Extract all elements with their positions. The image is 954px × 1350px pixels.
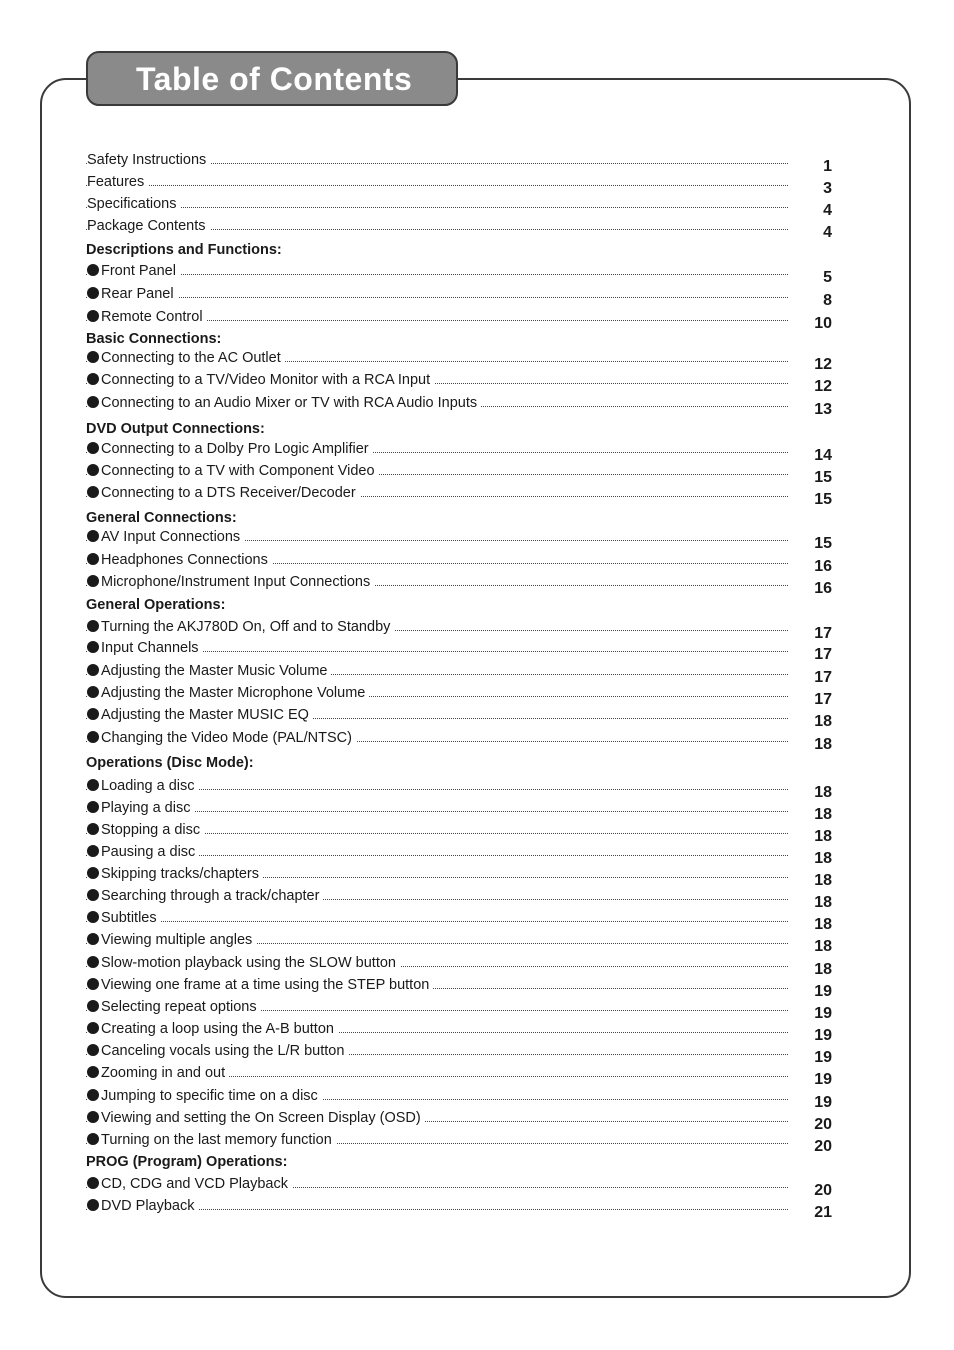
entry-label [87,932,256,948]
entry-label [87,529,244,545]
page-number: 20 [814,1182,832,1199]
entry-text: Remote Control [101,309,203,325]
entry-text: Viewing one frame at a time using the STEP button [101,977,430,993]
bullet-icon [87,442,99,454]
toc-entry[interactable] [86,391,838,418]
entry-text: Selecting repeat options [101,999,257,1015]
toc-entry[interactable] [86,1084,838,1111]
page-number: 18 [814,784,832,801]
toc-entry[interactable] [86,459,838,486]
entry-label [87,999,261,1015]
entry-label [87,685,369,701]
entry-label [87,441,373,457]
bullet-icon [87,731,99,743]
bullet-icon [87,978,99,990]
toc-entry[interactable] [86,1039,838,1066]
entry-text: Front Panel [101,263,176,279]
entry-label [87,485,360,501]
bullet-icon [87,708,99,720]
bullet-icon [87,1022,99,1034]
bullet-icon [87,620,99,632]
bullet-icon [87,686,99,698]
entry-label [87,350,285,366]
toc-section-heading [86,238,838,260]
toc-entry[interactable] [86,282,838,309]
page-number: 19 [814,1049,832,1066]
entry-label [87,822,204,838]
entry-text: General Operations: [86,597,226,613]
bullet-icon [87,1089,99,1101]
page-number: 19 [814,1027,832,1044]
toc-entry[interactable] [86,548,838,575]
entry-text: Adjusting the Master MUSIC EQ [101,707,309,723]
section-title [86,331,225,347]
entry-label [87,866,263,882]
entry-text: Turning the AKJ780D On, Off and to Standby [101,619,391,635]
entry-text: Adjusting the Master Music Volume [101,663,328,679]
entry-label [87,955,400,971]
toc-entry[interactable] [86,862,838,889]
toc-entry[interactable] [86,615,838,642]
entry-text: Connecting to an Audio Mixer or TV with RCA Audio Inputs [101,395,478,411]
entry-label [87,663,331,679]
bullet-icon [87,956,99,968]
leader-dots [86,207,788,208]
entry-text: Adjusting the Master Microphone Volume [101,685,366,701]
bullet-icon [87,845,99,857]
bullet-icon [87,264,99,276]
page-number: 1 [823,158,832,175]
bullet-icon [87,867,99,879]
page-number: 19 [814,1094,832,1111]
page-number: 18 [814,894,832,911]
entry-text: Turning on the last memory function [101,1132,332,1148]
entry-text: Slow-motion playback using the SLOW button [101,955,396,971]
toc-entry[interactable] [86,346,838,373]
entry-label [87,309,207,325]
entry-text: Connecting to a TV with Component Video [101,463,375,479]
entry-text: Zooming in and out [101,1065,226,1081]
section-title [86,755,258,771]
entry-text: Pausing a disc [101,844,196,860]
bullet-icon [87,911,99,923]
entry-text: Changing the Video Mode (PAL/NTSC) [101,730,352,746]
bullet-icon [87,1133,99,1145]
bullet-icon [87,1177,99,1189]
toc-entry[interactable] [86,259,838,286]
page-number: 21 [814,1204,832,1221]
bullet-icon [87,801,99,813]
toc-entry[interactable] [86,951,838,978]
bullet-icon [87,310,99,322]
page-number: 5 [823,269,832,286]
bullet-icon [87,664,99,676]
page-number: 12 [814,356,832,373]
entry-text: Microphone/Instrument Input Connections [101,574,371,590]
page-number: 20 [814,1116,832,1133]
page-number: 4 [823,224,832,241]
toc-entry[interactable] [86,1017,838,1044]
toc-entry[interactable] [86,1172,838,1199]
bullet-icon [87,486,99,498]
bullet-icon [87,553,99,565]
entry-text: Features [87,174,145,190]
entry-text: Connecting to a TV/Video Monitor with a RCA Input [101,372,431,388]
leader-dots [86,921,788,922]
entry-text: Connecting to the AC Outlet [101,350,281,366]
page-number: 18 [814,850,832,867]
entry-label [87,174,148,190]
entry-label [87,844,199,860]
entry-label [87,552,272,568]
entry-label [87,1021,338,1037]
entry-text: General Connections: [86,510,237,526]
page-number: 16 [814,558,832,575]
entry-label [87,196,180,212]
page-number: 18 [814,961,832,978]
toc-entry[interactable] [86,214,838,241]
entry-label [87,1198,198,1214]
toc-entry[interactable] [86,659,838,686]
bullet-icon [87,1111,99,1123]
page-number: 13 [814,401,832,418]
page-number: 15 [814,535,832,552]
page-number: 19 [814,1005,832,1022]
entry-label [87,730,356,746]
toc-entry[interactable] [86,818,838,845]
toc-entry[interactable] [86,681,838,708]
entry-text: Descriptions and Functions: [86,242,282,258]
entry-label [87,372,434,388]
page-number: 18 [814,916,832,933]
entry-label [87,263,180,279]
page-number: 20 [814,1138,832,1155]
entry-label [87,619,394,635]
bullet-icon [87,464,99,476]
entry-text: Subtitles [101,910,157,926]
bullet-icon [87,1066,99,1078]
toc-section-heading [86,751,838,773]
entry-text: Viewing and setting the On Screen Display (OSD) [101,1110,421,1126]
page-number: 17 [814,625,832,642]
entry-label [87,800,194,816]
toc-entry[interactable] [86,973,838,1000]
page-number: 10 [814,315,832,332]
toc-entry[interactable] [86,525,838,552]
entry-label [87,778,199,794]
entry-text: Rear Panel [101,286,174,302]
bullet-icon [87,396,99,408]
entry-text: DVD Playback [101,1198,195,1214]
entry-text: Viewing multiple angles [101,932,253,948]
toc-entry[interactable] [86,1128,838,1155]
section-title [86,597,229,613]
section-title [86,421,269,437]
toc-entry[interactable] [86,703,838,730]
toc-entry[interactable] [86,192,838,219]
toc-entry[interactable] [86,774,838,801]
entry-text: Package Contents [87,218,206,234]
entry-label [87,1043,348,1059]
entry-label [87,888,323,904]
bullet-icon [87,933,99,945]
bullet-icon [87,823,99,835]
page-number: 12 [814,378,832,395]
title-tab [86,51,458,106]
page-number: 16 [814,580,832,597]
entry-label [87,910,161,926]
bullet-icon [87,351,99,363]
section-title [86,510,241,526]
page-title: Table of Contents [136,61,413,97]
entry-text: PROG (Program) Operations: [86,1154,288,1170]
entry-label [87,640,203,656]
toc-section-heading [86,1150,838,1172]
entry-label [87,1088,322,1104]
page-number: 3 [823,180,832,197]
section-title [86,1154,291,1170]
toc-entry[interactable] [86,995,838,1022]
toc-entry[interactable] [86,170,838,197]
toc-entry[interactable] [86,884,838,911]
toc-entry[interactable] [86,726,838,753]
page-number: 18 [814,828,832,845]
section-title [86,242,286,258]
entry-label [87,286,178,302]
entry-text: Canceling vocals using the L/R button [101,1043,345,1059]
entry-text: Creating a loop using the A-B button [101,1021,334,1037]
toc-entry[interactable] [86,305,838,332]
toc-entry[interactable] [86,906,838,933]
page-number: 4 [823,202,832,219]
entry-text: Operations (Disc Mode): [86,755,254,771]
entry-text: Playing a disc [101,800,191,816]
bullet-icon [87,779,99,791]
entry-text: Safety Instructions [87,152,207,168]
page-number: 18 [814,872,832,889]
toc-entry[interactable] [86,796,838,823]
entry-text: Specifications [87,196,177,212]
entry-text: CD, CDG and VCD Playback [101,1176,288,1192]
entry-text: Skipping tracks/chapters [101,866,259,882]
entry-text: Connecting to a Dolby Pro Logic Amplifier [101,441,369,457]
page-number: 8 [823,292,832,309]
toc-entry[interactable] [86,148,838,175]
entry-text: Searching through a track/chapter [101,888,320,904]
entry-text: AV Input Connections [101,529,241,545]
entry-label [87,707,313,723]
bullet-icon [87,1044,99,1056]
leader-dots [86,274,788,275]
toc-entry[interactable] [86,570,838,597]
entry-label [87,152,210,168]
page-number: 18 [814,806,832,823]
entry-text: Connecting to a DTS Receiver/Decoder [101,485,356,501]
bullet-icon [87,641,99,653]
entry-text: DVD Output Connections: [86,421,265,437]
page-number: 17 [814,646,832,663]
entry-text: Loading a disc [101,778,195,794]
entry-label [87,1065,229,1081]
toc-entry[interactable] [86,1106,838,1133]
entry-label [87,1132,336,1148]
bullet-icon [87,287,99,299]
page-number: 17 [814,669,832,686]
entry-text: Stopping a disc [101,822,201,838]
toc-entry[interactable] [86,437,838,464]
page-number: 15 [814,469,832,486]
entry-text: Basic Connections: [86,331,222,347]
page-number: 18 [814,736,832,753]
entry-label [87,463,379,479]
page-number: 19 [814,983,832,1000]
page-number: 14 [814,447,832,464]
toc-section-heading [86,417,838,439]
bullet-icon [87,530,99,542]
page-number: 15 [814,491,832,508]
page-number: 17 [814,691,832,708]
bullet-icon [87,889,99,901]
toc-entry[interactable] [86,928,838,955]
entry-text: Jumping to specific time on a disc [101,1088,318,1104]
page-number: 19 [814,1071,832,1088]
entry-text: Input Channels [101,640,199,656]
toc-entry[interactable] [86,636,838,663]
page-number: 18 [814,713,832,730]
toc-entry[interactable] [86,1061,838,1088]
toc-entry[interactable] [86,481,838,508]
leader-dots [86,297,788,298]
entry-label [87,1110,425,1126]
entry-text: Headphones Connections [101,552,268,568]
leader-dots [86,185,788,186]
entry-label [87,395,481,411]
bullet-icon [87,373,99,385]
entry-label [87,218,210,234]
toc-entry[interactable] [86,1194,838,1221]
entry-label [87,977,433,993]
bullet-icon [87,575,99,587]
toc-section-heading [86,593,838,615]
bullet-icon [87,1000,99,1012]
bullet-icon [87,1199,99,1211]
page-number: 18 [814,938,832,955]
toc-entry[interactable] [86,368,838,395]
entry-label [87,574,374,590]
toc-entry[interactable] [86,840,838,867]
entry-label [87,1176,292,1192]
